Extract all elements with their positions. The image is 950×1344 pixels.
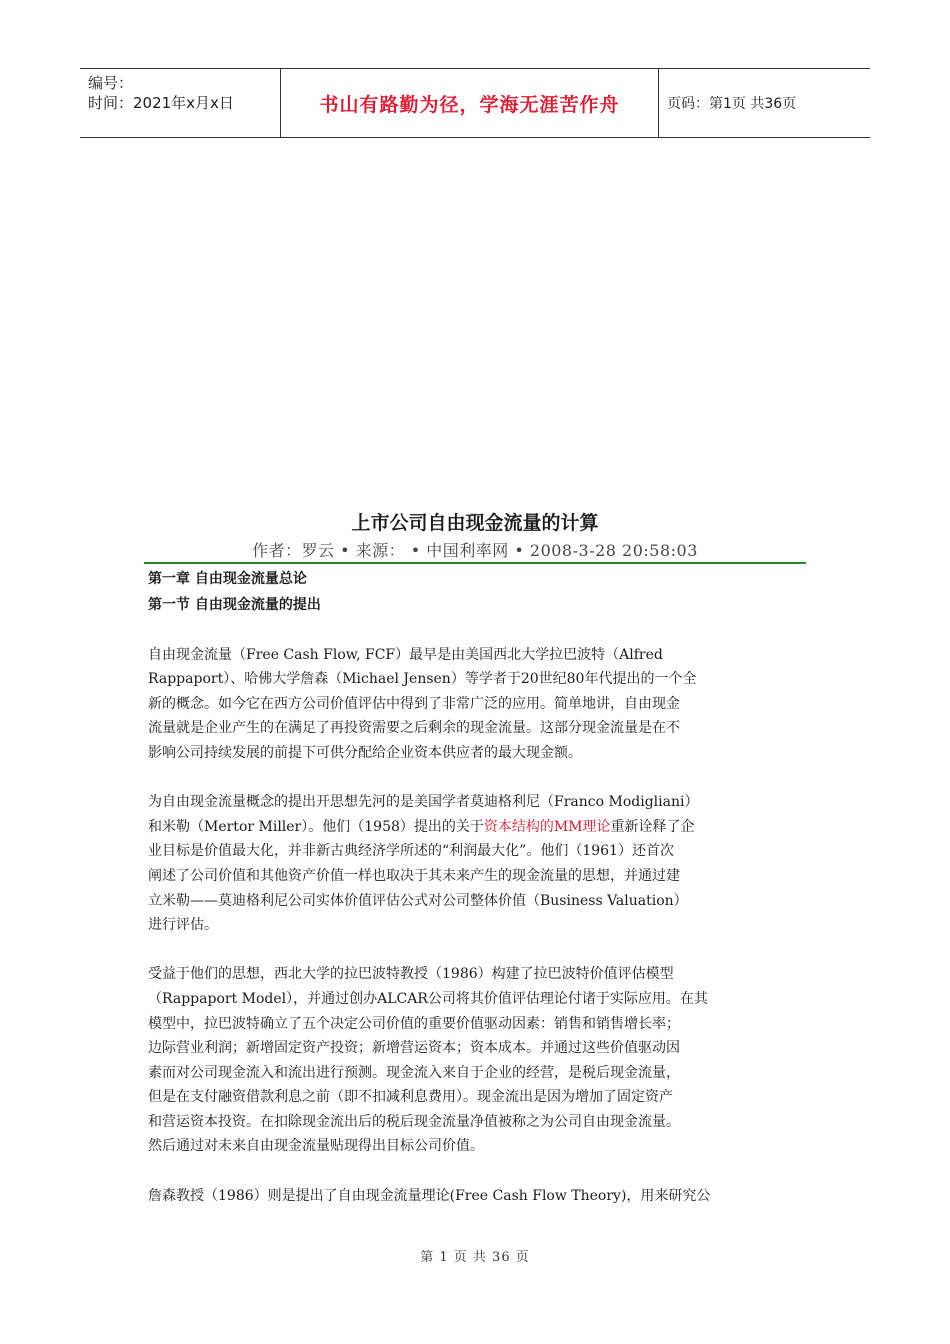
mm-theory-link[interactable]: 资本结构的MM理论 xyxy=(483,818,611,835)
paragraph-line: 受益于他们的思想，西北大学的拉巴波特教授（1986）构建了拉巴波特价值评估模型 xyxy=(148,966,674,983)
paragraph-line: 边际营业利润；新增固定资产投资；新增营运资本；资本成本。并通过这些价值驱动因 xyxy=(148,1040,680,1057)
paragraph-line: 但是在支付融资借款利息之前（即不扣减利息费用）。现金流出是因为增加了固定资产 xyxy=(148,1089,673,1106)
chapter-heading: 第一章 自由现金流量总论 xyxy=(148,571,307,587)
paragraph-line: 流量就是企业产生的在满足了再投资需要之后剩余的现金流量。这部分现金流量是在不 xyxy=(148,720,680,737)
paragraph-line: 立米勒——莫迪格利尼公司实体价值评估公式对公司整体价值（Business Valuation） xyxy=(148,892,688,909)
paragraph-text: 和米勒（Mertor Miller）。他们（1958）提出的关于 xyxy=(148,818,484,835)
document-header xyxy=(80,68,870,138)
time-label: 时间：2021年x月x日 xyxy=(88,94,234,112)
page-footer: 第 1 页 共 36 页 xyxy=(420,1250,530,1265)
article-body xyxy=(148,566,798,1208)
paragraph-line xyxy=(148,815,798,840)
paragraph-2 xyxy=(148,790,798,938)
paragraph-line: 进行评估。 xyxy=(148,917,218,934)
paragraph-line: 业目标是价值最大化，并非新古典经济学所述的“利润最大化”。他们（1961）还首次 xyxy=(148,843,674,860)
paragraph-line: 新的概念。如今它在西方公司价值评估中得到了非常广泛的应用。简单地讲，自由现金 xyxy=(148,695,680,712)
paragraph-line: 素而对公司现金流入和流出进行预测。现金流入来自于企业的经营，是税后现金流量， xyxy=(148,1064,680,1081)
paragraph-line: 模型中，拉巴波特确立了五个决定公司价值的重要价值驱动因素：销售和销售增长率； xyxy=(148,1015,680,1032)
paragraph-line: 阐述了公司价值和其他资产价值一样也取决于其未来产生的现金流量的思想，并通过建 xyxy=(148,867,680,884)
paragraph-line: （Rappaport Model），并通过创办ALCAR公司将其价值评估理论付诸于实际应用。在其 xyxy=(148,990,708,1007)
paragraph-line: 然后通过对未来自由现金流量贴现得出目标公司价值。 xyxy=(148,1138,484,1155)
number-label: 编号： xyxy=(88,74,134,92)
paragraph-text: 重新诠释了企 xyxy=(610,818,695,835)
section-heading: 第一节 自由现金流量的提出 xyxy=(148,597,321,613)
title-divider xyxy=(144,562,806,564)
paragraph-line: 为自由现金流量概念的提出开思想先河的是美国学者莫迪格利尼（Franco Modigliani） xyxy=(148,794,699,811)
paragraph-4 xyxy=(148,1184,798,1209)
paragraph-line: 詹森教授（1986）则是提出了自由现金流量理论(Free Cash Flow Theory)，用来研究公 xyxy=(148,1187,711,1204)
header-meta xyxy=(80,69,281,137)
header-page-info: 页码：第1页 共36页 xyxy=(667,96,797,112)
header-motto: 书山有路勤为径，学海无涯苦作舟 xyxy=(281,69,659,137)
paragraph-line: 和营运资本投资。在扣除现金流出后的税后现金流量净值被称之为公司自由现金流量。 xyxy=(148,1113,680,1130)
paragraph-line: 影响公司持续发展的前提下可供分配给企业资本供应者的最大现金额。 xyxy=(148,744,582,761)
paragraph-1 xyxy=(148,643,798,766)
paragraph-line: 自由现金流量（Free Cash Flow, FCF）最早是由美国西北大学拉巴波特（Alfred xyxy=(148,646,663,663)
article-title: 上市公司自由现金流量的计算 xyxy=(351,512,599,534)
paragraph-3 xyxy=(148,962,798,1159)
article-byline: 作者：罗云 • 来源： • 中国利率网 • 2008-3-28 20:58:03 xyxy=(252,541,698,560)
paragraph-line: Rappaport）、哈佛大学詹森（Michael Jensen）等学者于20世纪80年代提出的一个全 xyxy=(148,671,697,688)
